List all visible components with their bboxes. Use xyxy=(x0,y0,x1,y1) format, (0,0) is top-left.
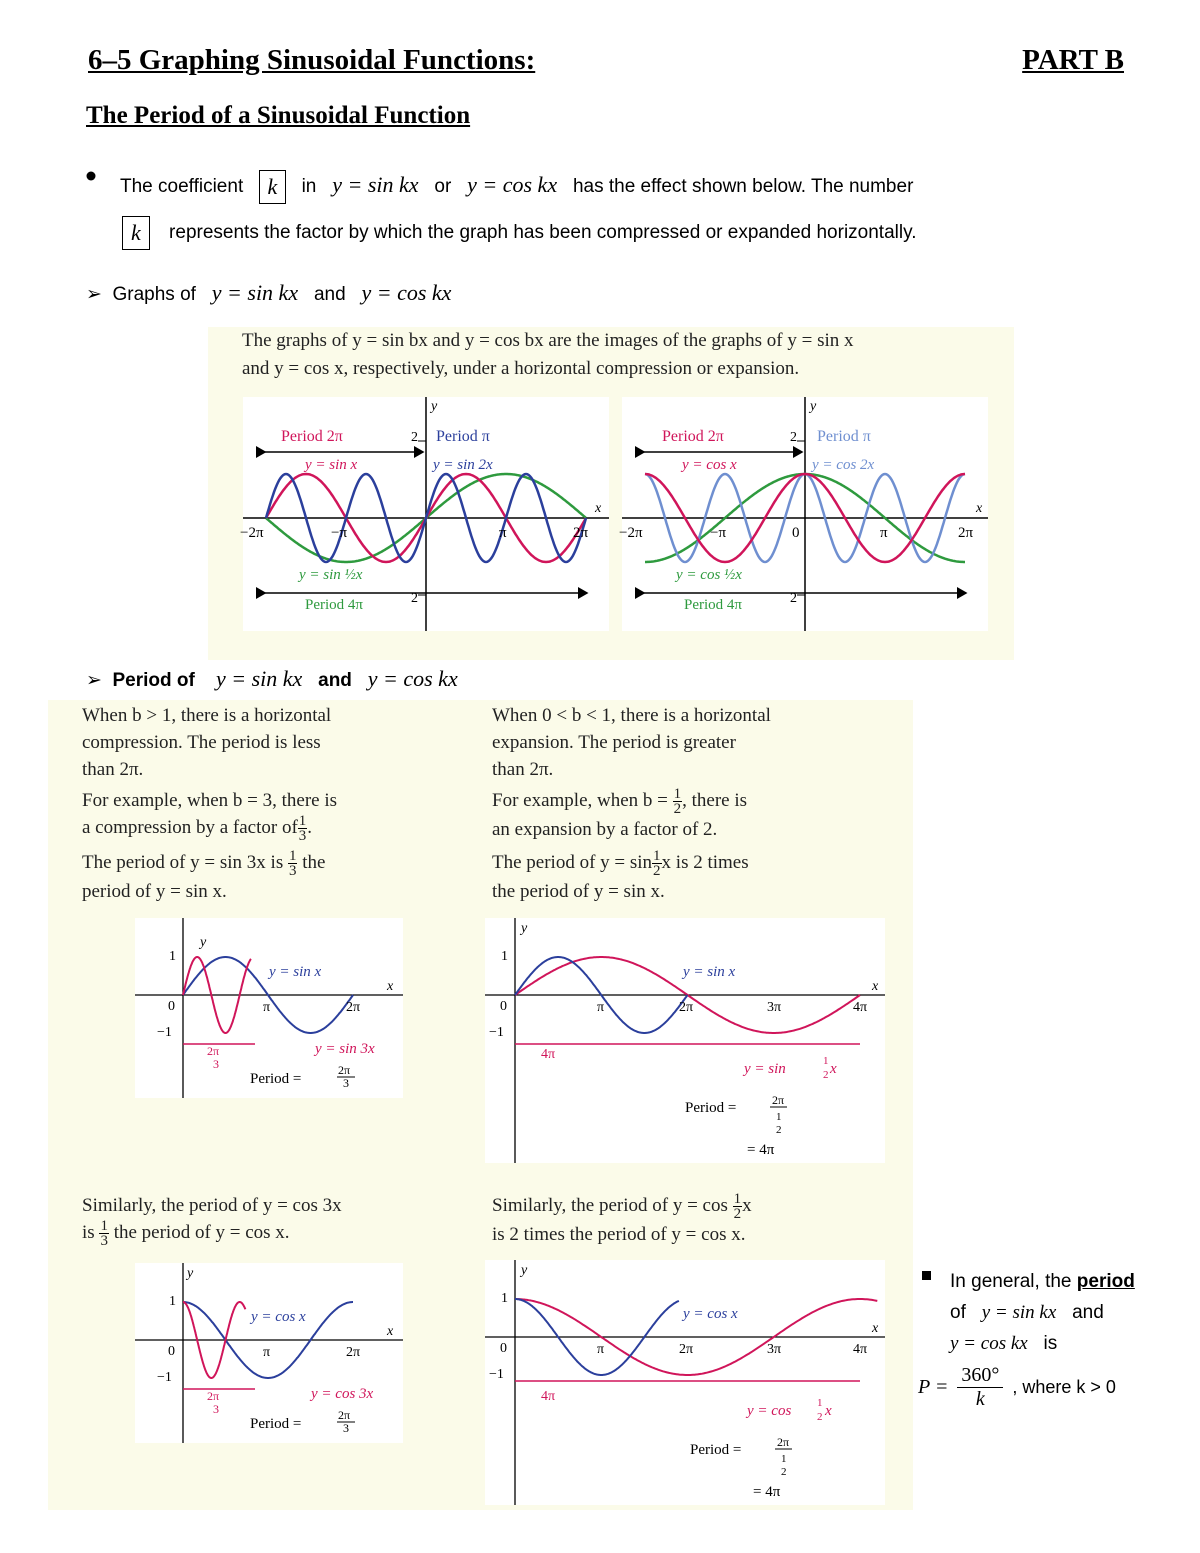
formula-fraction xyxy=(957,1364,1003,1411)
tick-pi: π xyxy=(597,1342,605,1357)
period-d: 3 xyxy=(343,1421,349,1435)
tick-label-negpi: −π xyxy=(331,525,348,541)
x-axis-label: x xyxy=(595,501,602,516)
bullet1-line1 xyxy=(120,170,913,204)
bullet1-or: or xyxy=(434,176,452,198)
k-box: k xyxy=(259,170,287,204)
graphs-heading-label: Graphs of xyxy=(112,284,196,305)
right-similarly xyxy=(492,1192,752,1248)
period-n: 2π xyxy=(338,1063,351,1077)
general-l2: of y = sin kx and xyxy=(950,1302,1104,1323)
tick-neg1: −1 xyxy=(157,1025,172,1040)
left-p1: When b > 1, there is a horizontal xyxy=(82,705,332,726)
period-n: 2π xyxy=(777,1435,790,1449)
tick-label-pi: π xyxy=(499,525,507,541)
bullet-icon xyxy=(86,168,100,182)
bullet1-eq1: y = sin kx xyxy=(332,172,419,198)
label-coshalf-x: x xyxy=(825,1403,832,1419)
formula-numerator: 360° xyxy=(957,1364,1003,1388)
label-ysinhalfx: y = sin ½x xyxy=(299,567,363,583)
right-p2: expansion. The period is greater xyxy=(492,732,736,753)
sin-half-x-graph xyxy=(485,918,885,1163)
x-label: x xyxy=(387,1324,394,1339)
graphs-heading-eq2: y = cos kx xyxy=(361,280,452,305)
part-label: PART B xyxy=(1022,44,1124,76)
label-period-pi: Period π xyxy=(436,428,490,445)
bullet1-post: has the effect shown below. The number xyxy=(572,176,914,198)
label-period-4pi: Period 4π xyxy=(684,597,742,613)
period-d2: 2 xyxy=(776,1124,782,1136)
tick-1: 1 xyxy=(501,1291,508,1306)
label-period-2pi: Period 2π xyxy=(662,428,724,445)
left-sim2: is $\frac{1}{3}$ the period of y = cos x. xyxy=(82,1218,290,1250)
tick-2pi3-n: 2π xyxy=(207,1389,220,1403)
cos-half-x-graph xyxy=(485,1260,885,1505)
arrow-bullet-icon: ➢ xyxy=(86,284,102,305)
tick-2pi: 2π xyxy=(679,1000,694,1015)
tick-2pi: 2π xyxy=(346,1000,361,1015)
period-n: 2π xyxy=(772,1093,785,1107)
period-heading-and: and xyxy=(318,670,352,691)
bullet1-eq2: y = cos kx xyxy=(467,172,558,198)
tick-0: 0 xyxy=(500,999,507,1014)
tick-pi: π xyxy=(263,1345,271,1360)
formula-P: P = xyxy=(918,1376,949,1398)
label-coshalf: y = cos xyxy=(747,1403,792,1419)
tick-0: 0 xyxy=(500,1341,507,1356)
period-heading-label: Period of xyxy=(112,670,195,691)
label-coshalf-d: 2 xyxy=(817,1411,823,1423)
x-label: x xyxy=(387,979,394,994)
label-coshalf-n: 1 xyxy=(817,1397,823,1409)
label-sinhalf-d: 2 xyxy=(823,1069,829,1081)
y-label: y xyxy=(521,1263,528,1278)
tick-2pi: 2π xyxy=(346,1345,361,1360)
tick-2pi3-n: 2π xyxy=(207,1044,220,1058)
tick-2pi: 2π xyxy=(679,1342,694,1357)
panel1-line2: and y = cos x, respectively, under a horizontal compression or expansion. xyxy=(242,358,800,379)
label-period-2pi: Period 2π xyxy=(281,428,343,445)
period-n: 2π xyxy=(338,1408,351,1422)
cos-3x-graph xyxy=(135,1263,403,1443)
label-sinhalf: y = sin xyxy=(744,1061,786,1077)
period-label: Period = xyxy=(250,1071,302,1087)
tick-neg1: −1 xyxy=(157,1370,172,1385)
period-4pi-label: 4π xyxy=(541,1389,556,1404)
sin-3x-graph xyxy=(135,918,403,1098)
period-d: 3 xyxy=(343,1076,349,1090)
period-heading-eq2: y = cos kx xyxy=(367,666,458,691)
label-sin3x: y = sin 3x xyxy=(315,1041,375,1057)
period-4pi-label: 4π xyxy=(541,1047,556,1062)
right-sim1: Similarly, the period of y = cos $\frac{1}{2}$ x xyxy=(492,1191,752,1223)
label-sinx: y = sin x xyxy=(269,964,322,980)
tick-1: 1 xyxy=(169,949,176,964)
label-sinx: y = sin x xyxy=(683,964,736,980)
right-p4: For example, when b = $\frac{1}{2}$ , there is xyxy=(492,786,748,818)
right-text xyxy=(492,702,771,905)
left-p5: a compression by a factor of $\frac{1}{3}$ . xyxy=(82,813,313,845)
general-l3: y = cos kx is xyxy=(950,1333,1058,1354)
y-label: y xyxy=(187,1266,194,1281)
label-ycos2x: y = cos 2x xyxy=(812,457,875,473)
period-result: = 4π xyxy=(747,1142,775,1158)
tick-pi: π xyxy=(597,1000,605,1015)
y-axis-label: y xyxy=(431,399,438,414)
tick-label-2: 2 xyxy=(411,430,418,445)
label-sinhalf-n: 1 xyxy=(823,1055,829,1067)
period-d2: 2 xyxy=(781,1466,787,1478)
period-heading-eq1: y = sin kx xyxy=(215,666,303,691)
label-cosx: y = cos x xyxy=(251,1309,306,1325)
bullet1-line2 xyxy=(122,216,916,250)
tick-2pi3-d: 3 xyxy=(213,1402,219,1416)
tick-0: 0 xyxy=(168,1344,175,1359)
label-period-4pi: Period 4π xyxy=(305,597,363,613)
formula-denominator: k xyxy=(975,1388,985,1410)
period-heading xyxy=(86,666,458,692)
label-cosx: y = cos x xyxy=(683,1306,738,1322)
y-axis-label: y xyxy=(810,399,817,414)
x-label: x xyxy=(872,1321,879,1336)
square-bullet-icon xyxy=(922,1271,931,1280)
tick-2pi3-d: 3 xyxy=(213,1057,219,1071)
label-sinhalf-x: x xyxy=(830,1061,837,1077)
tick-label-0: 0 xyxy=(792,525,800,541)
label-ysinx: y = sin x xyxy=(305,457,358,473)
tick-pi: π xyxy=(263,1000,271,1015)
tick-label-2pi: 2π xyxy=(958,525,974,541)
tick-label-neg2pi: −2π xyxy=(619,525,643,541)
y-label: y xyxy=(200,935,207,950)
k-box-2: k xyxy=(122,216,150,250)
left-similarly xyxy=(82,1192,342,1248)
tick-3pi: 3π xyxy=(767,1000,782,1015)
left-text xyxy=(82,702,337,905)
right-sim2: is 2 times the period of y = cos x. xyxy=(492,1224,746,1246)
tick-label-neg2: 2 xyxy=(790,591,797,606)
tick-3pi: 3π xyxy=(767,1342,782,1357)
tick-0: 0 xyxy=(168,999,175,1014)
left-p7: period of y = sin x. xyxy=(82,881,227,903)
tick-label-negpi: −π xyxy=(710,525,727,541)
x-label: x xyxy=(872,979,879,994)
label-period-pi: Period π xyxy=(817,428,871,445)
right-p5: an expansion by a factor of 2. xyxy=(492,819,718,841)
tick-4pi: 4π xyxy=(853,1000,868,1015)
right-p7: the period of y = sin x. xyxy=(492,881,665,903)
left-p4: For example, when b = 3, there is xyxy=(82,790,338,811)
section-title: The Period of a Sinusoidal Function xyxy=(86,102,471,129)
period-label: Period = xyxy=(685,1100,737,1116)
tick-neg1: −1 xyxy=(489,1367,504,1382)
sine-comparison-graph xyxy=(240,397,609,631)
period-formula xyxy=(918,1364,1116,1411)
tick-label-neg2: 2 xyxy=(411,591,418,606)
bullet1-pre: The coefficient xyxy=(120,176,244,198)
period-label: Period = xyxy=(690,1442,742,1458)
tick-label-2: 2 xyxy=(790,430,797,445)
left-p3: than 2π. xyxy=(82,759,144,780)
right-p6: The period of y = sin $\frac{1}{2}$ x is 2 times xyxy=(492,848,749,880)
general-l1: In general, the period xyxy=(950,1271,1135,1292)
right-p3: than 2π. xyxy=(492,759,554,780)
bullet1-line2-text: represents the factor by which the graph has been compressed or expanded horizontally. xyxy=(169,222,917,244)
tick-label-neg2pi: −2π xyxy=(240,525,264,541)
tick-1: 1 xyxy=(501,949,508,964)
tick-label-2pi: 2π xyxy=(573,525,589,541)
period-d1: 1 xyxy=(776,1111,782,1123)
graphs-heading-and: and xyxy=(313,284,346,305)
y-label: y xyxy=(521,921,528,936)
graphs-heading xyxy=(86,280,451,306)
left-p6: The period of y = sin 3x is $\frac{1}{3}$ the xyxy=(82,848,326,880)
period-word: period xyxy=(1076,1271,1135,1292)
arrow-bullet-icon: ➢ xyxy=(86,670,102,691)
tick-neg1: −1 xyxy=(489,1025,504,1040)
right-p1: When 0 < b < 1, there is a horizontal xyxy=(492,705,771,726)
panel1-line1: The graphs of y = sin bx and y = cos bx are the images of the graphs of y = sin x xyxy=(242,330,854,351)
formula-condition: , where k > 0 xyxy=(1012,1377,1116,1397)
page-title: 6–5 Graphing Sinusoidal Functions: xyxy=(88,44,536,76)
label-ycoshalfx: y = cos ½x xyxy=(676,567,742,583)
left-sim1: Similarly, the period of y = cos 3x xyxy=(82,1195,342,1216)
left-p2: compression. The period is less xyxy=(82,732,321,753)
period-d1: 1 xyxy=(781,1453,787,1465)
tick-1: 1 xyxy=(169,1294,176,1309)
label-ysin2x: y = sin 2x xyxy=(433,457,493,473)
graphs-heading-eq1: y = sin kx xyxy=(211,280,299,305)
x-axis-label: x xyxy=(976,501,983,516)
tick-label-pi: π xyxy=(880,525,888,541)
label-ycosx: y = cos x xyxy=(682,457,737,473)
label-cos3x: y = cos 3x xyxy=(311,1386,374,1402)
period-label: Period = xyxy=(250,1416,302,1432)
general-rule xyxy=(950,1266,1135,1359)
bullet1-in: in xyxy=(301,176,317,198)
tick-4pi: 4π xyxy=(853,1342,868,1357)
period-result: = 4π xyxy=(753,1484,781,1500)
cosine-comparison-graph xyxy=(619,397,988,631)
